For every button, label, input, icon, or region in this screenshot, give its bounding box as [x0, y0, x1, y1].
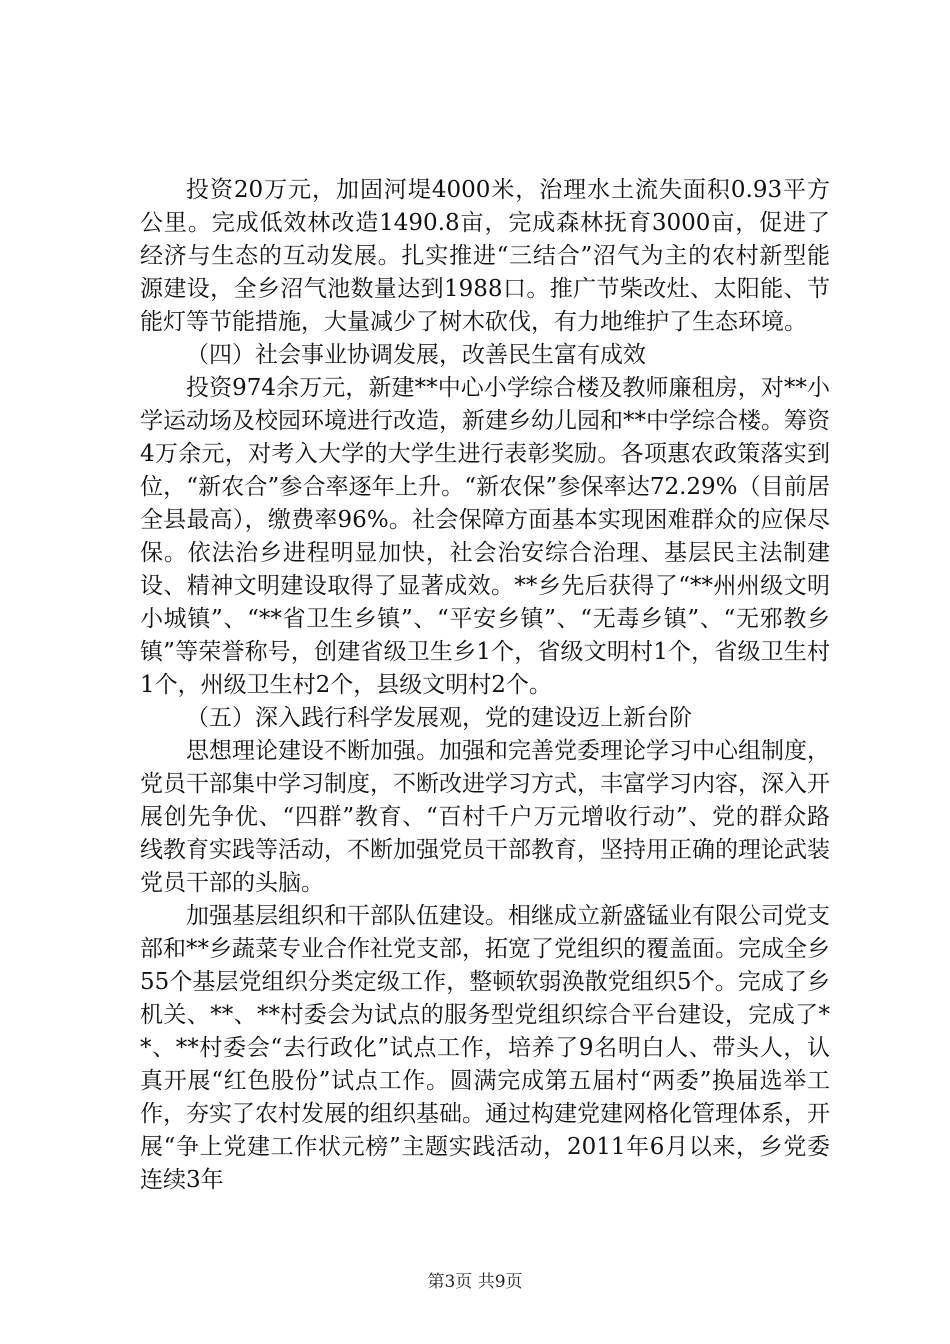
paragraph-theory-building: 思想理论建设不断加强。加强和完善党委理论学习中心组制度，党员干部集中学习制度，不断改进学习方式，丰富学习内容，深入开展创先争优、“四群”教育、“百村千户万元增收行动”、党的群众路线教育实践等活动，不断加强党员干部教育，坚持用正确的理论武装党员干部的头脑。	[140, 738, 830, 896]
section-heading-5: （五）深入践行科学发展观，党的建设迈上新台阶	[186, 705, 692, 731]
paragraph-ecology: 投资20万元，加固河堤4000米，治理水土流失面积0.93平方公里。完成低效林改造1490.8亩，完成森林抚育3000亩，促进了经济与生态的互动发展。扎实推进“三结合”沼气为主的农村新型能源建设，全乡沼气池数量达到1988口。推广节柴改灶、太阳能、节能灯等节能措施，大量减少了树木砍伐，有力地维护了生态环境。	[140, 177, 830, 335]
document-body	[140, 174, 830, 1197]
paragraph-grassroots-organization: 加强基层组织和干部队伍建设。相继成立新盛锰业有限公司党支部和**乡蔬菜专业合作社党支部，拓宽了党组织的覆盖面。完成全乡55个基层党组织分类定级工作，整顿软弱涣散党组织5个。完成了乡机关、**、**村委会为试点的服务型党组织综合平台建设，完成了**、**村委会“去行政化”试点工作，培养了9名明白人、带头人，认真开展“红色股份”试点工作。圆满完成第五届村“两委”换届选举工作，夯实了农村发展的组织基础。通过构建党建网格化管理体系，开展“争上党建工作状元榜”主题实践活动，2011年6月以来，乡党委连续3年	[140, 903, 830, 1193]
paragraph-social-affairs: 投资974余万元，新建**中心小学综合楼及教师廉租房，对**小学运动场及校园环境进行改造，新建乡幼儿园和**中学综合楼。筹资4万余元，对考入大学的大学生进行表彰奖励。各项惠农政策落实到位，“新农合”参合率逐年上升。“新农保”参保率达72.29%（目前居全县最高），缴费率96%。社会保障方面基本实现困难群众的应保尽保。依法治乡进程明显加快，社会治安综合治理、基层民主法制建设、精神文明建设取得了显著成效。**乡先后获得了“**州州级文明小城镇”、“**省卫生乡镇”、“平安乡镇”、“无毒乡镇”、“无邪教乡镇”等荣誉称号，创建省级卫生乡1个，省级文明村1个，省级卫生村1个，州级卫生村2个，县级文明村2个。	[140, 375, 830, 698]
page-number-footer: 第3页 共9页	[427, 1272, 523, 1292]
section-heading-4: （四）社会事业协调发展，改善民生富有成效	[186, 342, 646, 368]
